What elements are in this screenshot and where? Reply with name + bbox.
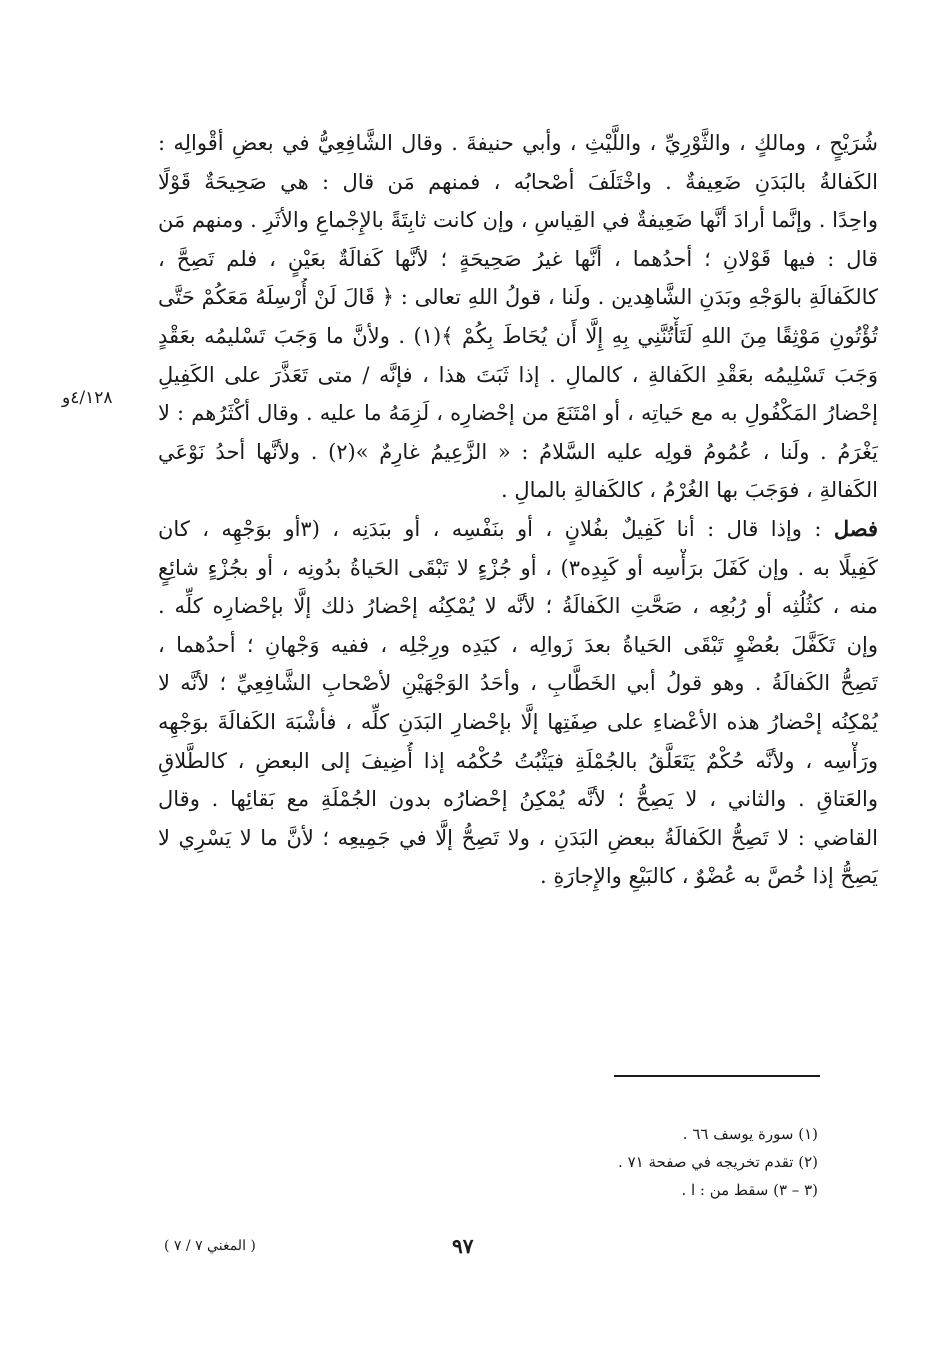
footnote-divider [614, 1075, 820, 1077]
text-line: وإن تَكَفَّلَ بعُضْوٍ تَبْقَى الحَياةُ بعدَ زَوالِه ، كيَدِه ورِجْلِه ، ففيه وَجْهانِ ؛ أحدُهما ، [158, 632, 878, 657]
main-text [158, 124, 878, 896]
footnote: (٣ – ٣) سقط من : ا . [681, 1181, 818, 1199]
text-line: والعَتاقِ . والثاني ، لا يَصِحُّ ؛ لأنَّه يُمْكِنُ إحْضارُه بدون الجُمْلَةِ مع بَقائِها . وقال [158, 787, 878, 812]
page-number: ٩٧ [452, 1234, 474, 1258]
text-line: ورَأْسِه ، ولأنَّه حُكْمٌ يَتَعَلَّقُ بالجُمْلَةِ فيَثْبُتُ حُكْمُه إذا أُضِيفَ إلى البعضِ ، كالطَّلاقِ [158, 748, 878, 773]
text-line: إحْضارُ المَكْفُولِ به مع حَياتِه ، أو امْتَنَعَ من إحْضارِه ، لَزِمَهُ ما عليه . وقال أكْثَرُهم : لا [158, 401, 878, 426]
running-footer: ( المغني ٧ / ٧ ) [164, 1238, 256, 1254]
text-line: واحِدًا . وإنَّما أرادَ أنَّها ضَعِيفةٌ في القِياسِ ، وإن كانت ثابِتَةً بالإِجْماعِ والأثَرِ . ومنهم مَن [158, 208, 878, 233]
section-first-line-text: : وإذا قال : أنا كَفِيلٌ بفُلانٍ ، أو بنَفْسِه ، أو ببَدَنِه ، (٣أو بوَجْهِه ، كان [158, 516, 822, 541]
text-line: كالكَفالَةِ بالوَجْهِ وبَدَنِ الشَّاهِدين . ولَنا ، قولُ اللهِ تعالى : ﴿ قَالَ لَنْ أُرْسِلَهُ مَعَكُمْ حَتَّى [158, 285, 878, 310]
text-line: القاضي : لا تَصِحُّ الكَفالَةُ ببعضِ البَدَنِ ، ولا تَصِحُّ إلَّا في جَمِيعِه ؛ لأنَّ ما لا يَسْرِي لا [158, 825, 878, 850]
margin-folio-note: ٤/١٢٨و [62, 388, 113, 408]
text-line: شُرَيْحٍ ، ومالكٍ ، والثَّوْرِيِّ ، واللَّيْثِ ، وأبي حنيفةَ . وقال الشَّافِعِيُّ في بعضِ أقْوالِه : [158, 131, 878, 155]
text-line: الكَفالةِ ، فوَجَبَ بها الغُرْمُ ، كالكَفالةِ بالمالِ . [500, 478, 878, 503]
text-line: يُمْكِنُه إحْضارُ هذه الأعْضاءِ على صِفَتِها إلَّا بإحْضارِ البَدَنِ كلِّه ، فأشْبَهَ الكَفالَةَ بوَجْهِه [158, 709, 878, 734]
text-line: يَصِحُّ إذا خُصَّ به عُضْوٌ ، كالبَيْعِ والإِجارَةِ . [539, 864, 878, 889]
text-line: وَجَبَ تَسْلِيمُه بعَقْدِ الكَفالةِ ، كالمالِ . إذا ثَبَتَ هذا ، فإنَّه / متى تَعَذَّرَ على الكَفِيلِ [158, 362, 878, 387]
text-line: تَصِحُّ الكَفالَةُ . وهو قولُ أبي الخَطَّابِ ، وأحَدُ الوَجْهَيْنِ لأصْحابِ الشَّافِعِيِّ ؛ لأنَّه لا [158, 671, 878, 696]
text-line: يَغْرَمُ . ولَنا ، عُمُومُ قولِه عليه السَّلامُ : « الزَّعِيمُ غارِمٌ »(٢) . ولأنَّها أحدُ نَوْعَي [158, 439, 878, 464]
section-first-line [158, 510, 878, 549]
text-line: منه ، كثُلُثِه أو رُبُعِه ، صَحَّتِ الكَفالَةُ ؛ لأنَّه لا يُمْكِنُه إحْضارُ ذلك إلَّا بإحْضارِه كلِّه . [158, 594, 878, 619]
text-line: الكَفالةُ بالبَدَنِ ضَعِيفةٌ . واخْتَلَفَ أصْحابُه ، فمنهم مَن قال : هي صَحِيحَةٌ قَوْلًا [158, 169, 878, 194]
footnote: (٢) تقدم تخريجه في صفحة ٧١ . [618, 1153, 818, 1171]
text-line: كَفِيلًا به . وإن كَفَلَ برَأْسِه أو كَبِدِه٣) ، أو جُزْءٍ لا تَبْقَى الحَياةُ بدُونِه ، أو بجُزْءٍ شائِعٍ [158, 555, 878, 580]
footnotes [560, 1120, 818, 1204]
text-line: قال : فيها قَوْلانِ ؛ أحدُهما ، أنَّها غيرُ صَحِيحَةٍ ؛ لأنَّها كَفالَةٌ بعَيْنٍ ، فلم تَصِحَّ ، [158, 246, 878, 271]
text-line: تُؤْتُونِ مَوْثِقًا مِنَ اللهِ لَتَأْتُنَّنِي بِهِ إِلَّا أَن يُحَاطَ بِكُمْ ﴾(١) . ولأنَّ ما وَجَبَ تَسْليمُه بعَقْدٍ [158, 323, 878, 348]
footnote: (١) سورة يوسف ٦٦ . [682, 1125, 818, 1143]
section-heading: فصل [833, 515, 878, 541]
